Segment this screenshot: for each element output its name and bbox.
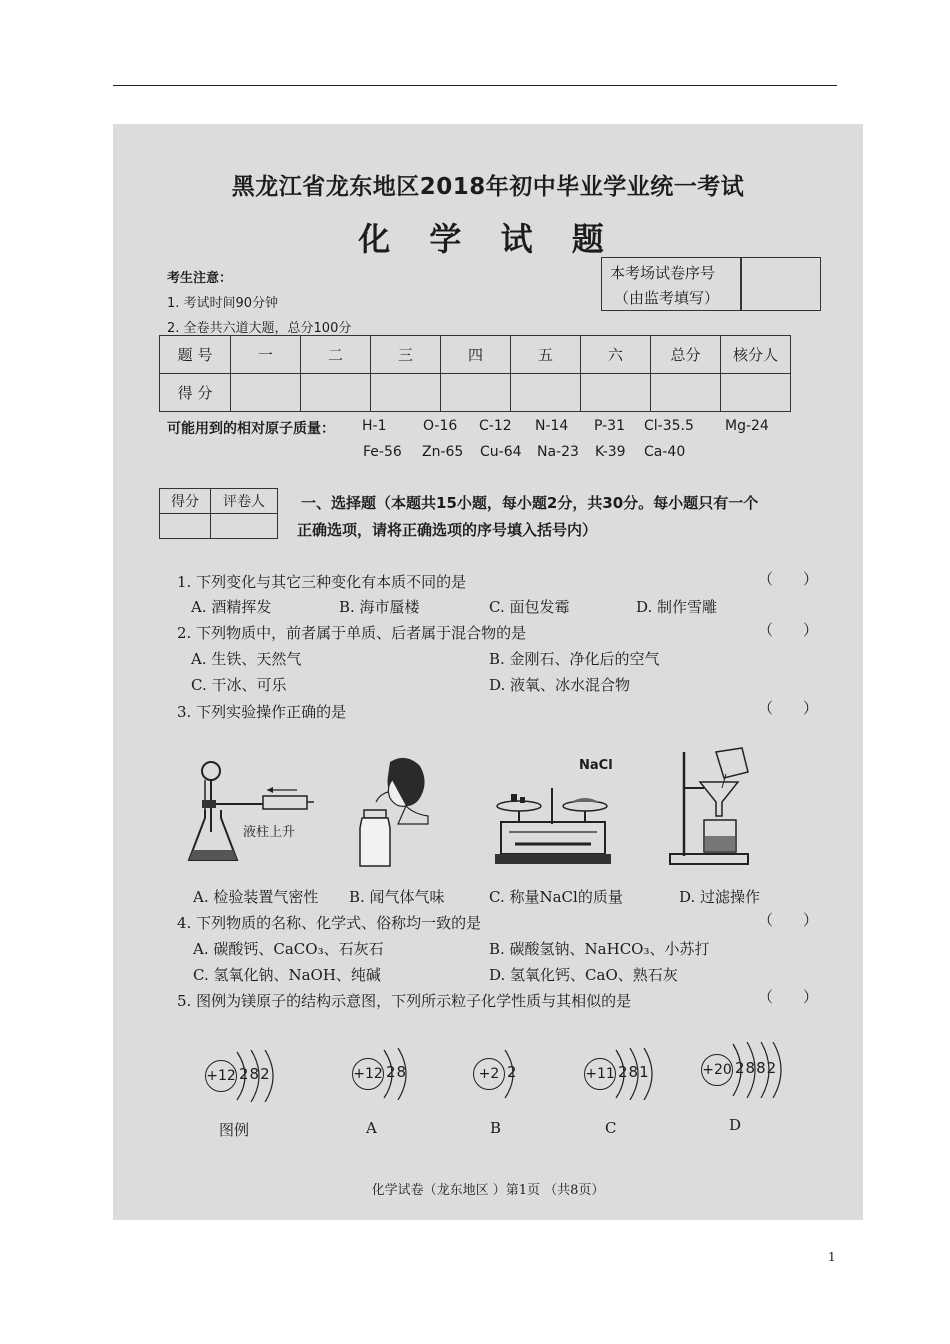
q2-option-d[interactable]: D. 液氧、冰水混合物 xyxy=(489,676,631,694)
atom-shells: 2 xyxy=(507,1063,518,1081)
score-cell[interactable] xyxy=(301,374,371,412)
score-cell[interactable] xyxy=(441,374,511,412)
notice-item-2: 2. 全卷共六道大题，总分100分 xyxy=(167,321,352,336)
page-number: 1 xyxy=(828,1250,836,1264)
atom-label-legend: 图例 xyxy=(219,1121,250,1139)
serial-line-1: 本考场试卷序号 xyxy=(610,264,716,282)
question-2-stem: 2. 下列物质中，前者属于单质、后者属于混合物的是 xyxy=(177,624,527,642)
score-header-cell: 四 xyxy=(441,336,511,374)
q2-option-b[interactable]: B. 金刚石、净化后的空气 xyxy=(489,650,660,668)
atom-shell-arcs xyxy=(731,1042,787,1098)
score-header-cell: 六 xyxy=(581,336,651,374)
grader-header-grader: 评卷人 xyxy=(211,489,278,514)
atomic-mass-value: Ca-40 xyxy=(644,444,686,460)
atom-shells: 2882 xyxy=(735,1059,778,1077)
answer-paren-5[interactable]: （ ） xyxy=(758,988,819,1006)
notice-item-1: 1. 考试时间90分钟 xyxy=(167,296,279,311)
section-1-heading: 一、选择题（本题共15小题，每小题2分，共30分。每小题只有一个 xyxy=(301,494,759,512)
atomic-mass-value: C-12 xyxy=(479,418,512,434)
atomic-mass-value: H-1 xyxy=(362,418,387,434)
score-table xyxy=(159,335,791,412)
score-header-cell: 核分人 xyxy=(721,336,791,374)
serial-divider xyxy=(740,258,742,310)
score-row-label: 得 分 xyxy=(160,374,231,412)
atomic-mass-value: P-31 xyxy=(594,418,626,434)
q2-option-c[interactable]: C. 干冰、可乐 xyxy=(191,676,287,694)
atom-label-d: D xyxy=(729,1116,742,1134)
atom-label-a: A xyxy=(366,1119,377,1137)
atomic-mass-value: Na-23 xyxy=(537,444,579,460)
figure-smelling-gas xyxy=(358,754,438,872)
atomic-mass-value: Cu-64 xyxy=(480,444,522,460)
answer-paren-4[interactable]: （ ） xyxy=(758,911,819,929)
atomic-mass-value: Cl-35.5 xyxy=(644,418,694,434)
atom-nucleus: +11 xyxy=(584,1058,616,1090)
atomic-mass-value: K-39 xyxy=(595,444,626,460)
nacl-label: NaCl xyxy=(579,758,613,773)
atom-label-b: B xyxy=(490,1119,502,1137)
figure-airtightness-check xyxy=(185,752,315,870)
atom-nucleus: +20 xyxy=(701,1054,733,1086)
score-table-header-row xyxy=(160,336,791,374)
top-rule xyxy=(113,85,837,86)
grader-score-cell[interactable] xyxy=(160,514,211,539)
liquid-rise-label: 液柱上升 xyxy=(243,825,296,840)
score-header-cell: 五 xyxy=(511,336,581,374)
atomic-mass-label: 可能用到的相对原子质量： xyxy=(167,421,335,437)
score-header-cell: 二 xyxy=(301,336,371,374)
atom-shells: 28 xyxy=(386,1063,408,1081)
q4-option-d[interactable]: D. 氢氧化钙、CaO、熟石灰 xyxy=(489,966,678,984)
question-1-stem: 1. 下列变化与其它三种变化有本质不同的是 xyxy=(177,573,467,591)
score-header-cell: 一 xyxy=(231,336,301,374)
score-cell[interactable] xyxy=(231,374,301,412)
q1-option-c[interactable]: C. 面包发霉 xyxy=(489,598,570,616)
notice-label: 考生注意： xyxy=(167,271,233,286)
atom-nucleus: +2 xyxy=(473,1058,505,1090)
question-5-stem: 5. 图例为镁原子的结构示意图，下列所示粒子化学性质与其相似的是 xyxy=(177,992,632,1010)
section-1-heading-cont: 正确选项，请将正确选项的序号填入括号内） xyxy=(297,521,598,539)
score-header-cell: 题 号 xyxy=(160,336,231,374)
question-3-stem: 3. 下列实验操作正确的是 xyxy=(177,703,347,721)
q3-option-c[interactable]: C. 称量NaCl的质量 xyxy=(489,888,623,906)
serial-number-box xyxy=(601,257,821,311)
score-cell[interactable] xyxy=(511,374,581,412)
q4-option-b[interactable]: B. 碳酸氢钠、NaHCO₃、小苏打 xyxy=(489,940,710,958)
q3-option-d[interactable]: D. 过滤操作 xyxy=(679,888,761,906)
subject-title: 化 学 试 题 xyxy=(358,220,618,258)
atom-label-c: C xyxy=(605,1119,617,1137)
score-header-cell: 总分 xyxy=(651,336,721,374)
atom-shell-arcs xyxy=(382,1048,414,1100)
score-header-cell: 三 xyxy=(371,336,441,374)
atom-shells: 281 xyxy=(618,1063,650,1081)
atomic-mass-value: Zn-65 xyxy=(422,444,464,460)
q2-option-a[interactable]: A. 生铁、天然气 xyxy=(191,650,302,668)
q4-option-a[interactable]: A. 碳酸钙、CaCO₃、石灰石 xyxy=(193,940,384,958)
q4-option-c[interactable]: C. 氢氧化钠、NaOH、纯碱 xyxy=(193,966,381,984)
q3-option-b[interactable]: B. 闻气体气味 xyxy=(349,888,445,906)
exam-page-scan xyxy=(113,124,863,1220)
grader-table xyxy=(159,488,278,539)
exam-title: 黑龙江省龙东地区2018年初中毕业学业统一考试 xyxy=(231,174,745,200)
atomic-mass-value: O-16 xyxy=(423,418,458,434)
atom-shell-arcs xyxy=(235,1050,279,1102)
atomic-mass-value: Mg-24 xyxy=(725,418,769,434)
atomic-mass-value: Fe-56 xyxy=(363,444,402,460)
score-cell[interactable] xyxy=(651,374,721,412)
page-footer: 化学试卷（龙东地区 ）第1页 （共8页） xyxy=(371,1183,605,1198)
figure-balance xyxy=(493,764,613,870)
q3-option-a[interactable]: A. 检验装置气密性 xyxy=(193,888,319,906)
grader-name-cell[interactable] xyxy=(211,514,278,539)
answer-paren-3[interactable]: （ ） xyxy=(758,699,819,717)
answer-paren-1[interactable]: （ ） xyxy=(758,570,819,588)
question-4-stem: 4. 下列物质的名称、化学式、俗称均一致的是 xyxy=(177,914,482,932)
q1-option-b[interactable]: B. 海市蜃楼 xyxy=(339,598,420,616)
atom-shell-arcs xyxy=(503,1048,523,1100)
grader-header-score: 得分 xyxy=(160,489,211,514)
atom-shells: 282 xyxy=(239,1065,271,1083)
score-cell[interactable] xyxy=(581,374,651,412)
serial-line-2: （由监考填写） xyxy=(614,289,720,307)
atom-shell-arcs xyxy=(614,1048,658,1100)
q1-option-a[interactable]: A. 酒精挥发 xyxy=(191,598,272,616)
score-cell[interactable] xyxy=(371,374,441,412)
score-cell[interactable] xyxy=(721,374,791,412)
answer-paren-2[interactable]: （ ） xyxy=(758,621,819,639)
atom-nucleus: +12 xyxy=(205,1060,237,1092)
q1-option-d[interactable]: D. 制作雪雕 xyxy=(636,598,718,616)
score-table-score-row xyxy=(160,374,791,412)
figure-filtration xyxy=(666,744,761,870)
atom-nucleus: +12 xyxy=(352,1058,384,1090)
atomic-mass-value: N-14 xyxy=(535,418,569,434)
